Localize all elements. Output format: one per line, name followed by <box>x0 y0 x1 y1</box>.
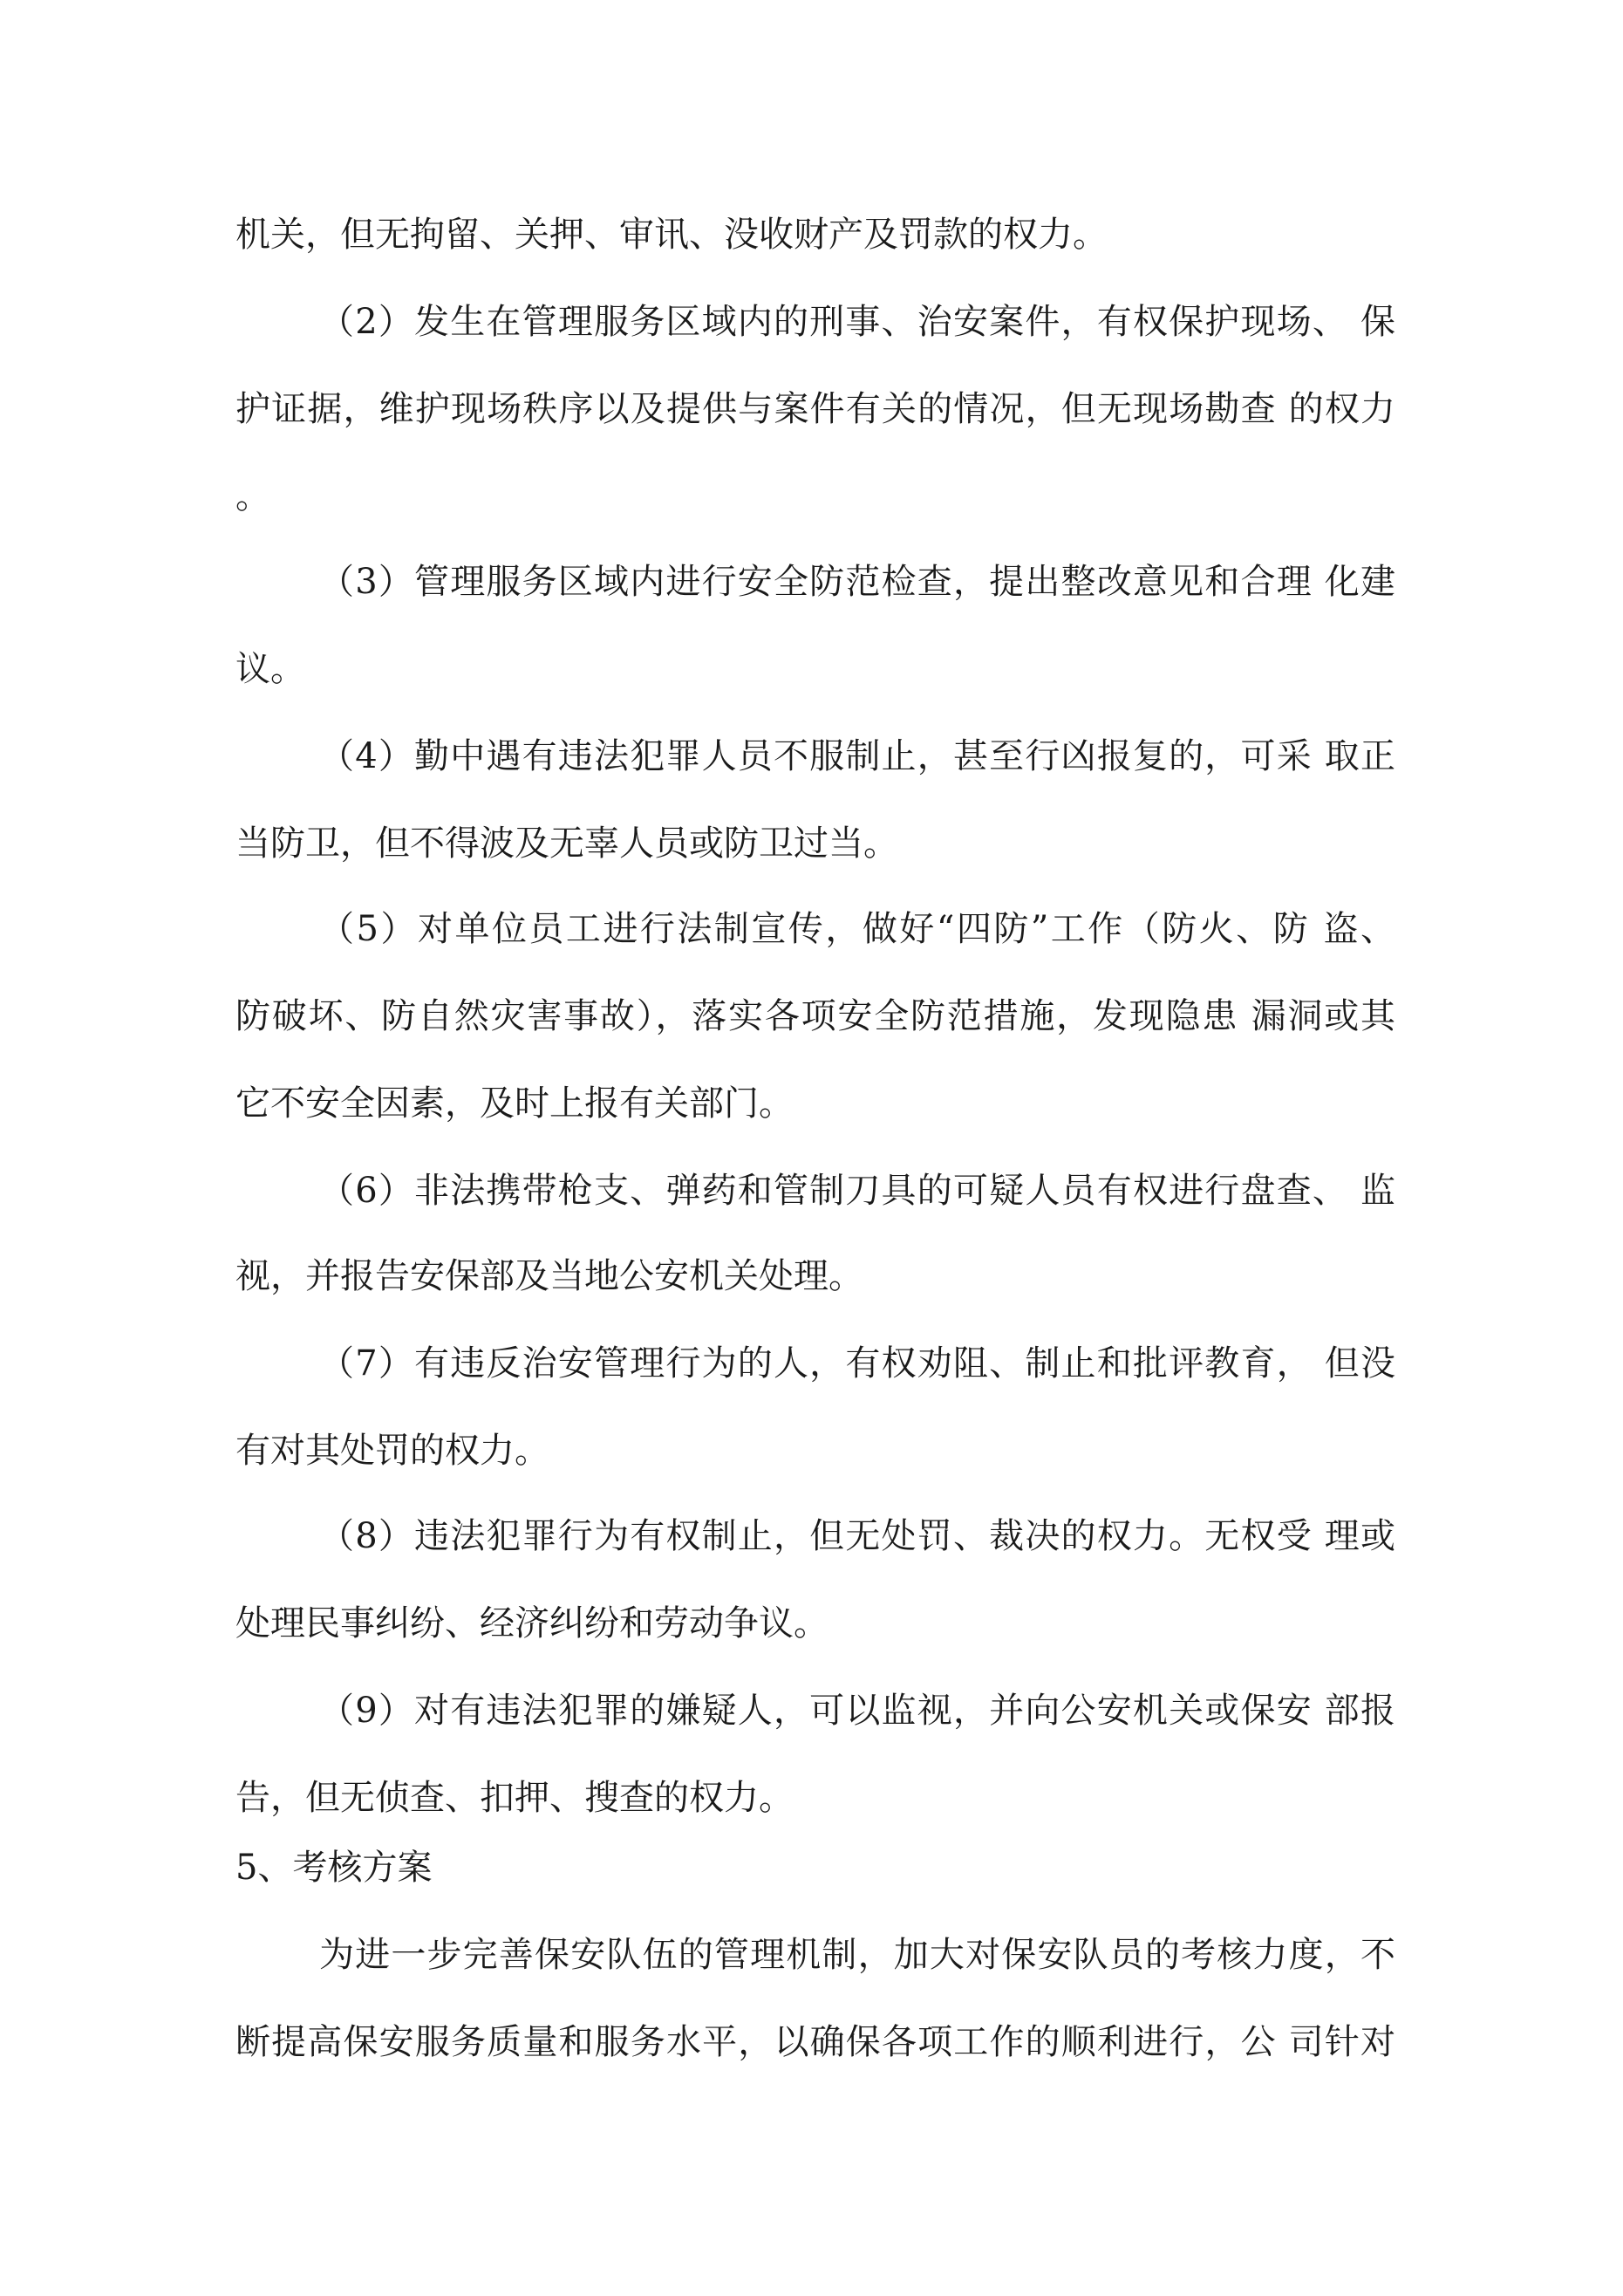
text-line-10: 防破坏、防自然灾害事故），落实各项安全防范措施，发现隐患 漏洞或其 <box>235 996 1395 1036</box>
text-line-9: （5）对单位员工进行法制宣传，做好“四防”工作（防火、防 盗、 <box>319 909 1395 949</box>
text-line-13: 视，并报告安保部及当地公安机关处理。 <box>235 1256 863 1296</box>
text-line-17: 处理民事纠纷、经济纠纷和劳动争议。 <box>235 1603 829 1643</box>
text-line-3: 护证据，维护现场秩序以及提供与案件有关的情况，但无现场勘查 的权力 <box>235 389 1395 429</box>
text-line-15: 有对其处罚的权力。 <box>235 1431 549 1471</box>
text-line-6: 议。 <box>235 649 305 689</box>
section-heading: 5、考核方案 <box>235 1848 433 1888</box>
text-line-22: 断提高保安服务质量和服务水平，以确保各项工作的顺利进行，公 司针对 <box>235 2022 1395 2062</box>
text-line-14: （7）有违反治安管理行为的人，有权劝阻、制止和批评教育， 但没 <box>319 1343 1395 1384</box>
text-line-1: 机关，但无拘留、关押、审讯、没收财产及罚款的权力。 <box>235 215 1108 255</box>
text-line-19: 告，但无侦查、扣押、搜查的权力。 <box>235 1778 794 1818</box>
text-line-2: （2）发生在管理服务区域内的刑事、治安案件，有权保护现场、 保 <box>319 302 1395 342</box>
document-page <box>235 0 1395 2296</box>
text-line-5: （3）管理服务区域内进行安全防范检查，提出整改意见和合理 化建 <box>319 562 1395 602</box>
text-line-7: （4）勤中遇有违法犯罪人员不服制止，甚至行凶报复的，可采 取正 <box>319 736 1395 776</box>
text-line-12: （6）非法携带枪支、弹药和管制刀具的可疑人员有权进行盘查、 监 <box>319 1171 1395 1211</box>
text-line-18: （9）对有违法犯罪的嫌疑人，可以监视，并向公安机关或保安 部报 <box>319 1691 1395 1731</box>
text-line-4: 。 <box>235 476 270 516</box>
text-line-8: 当防卫，但不得波及无辜人员或防卫过当。 <box>235 823 898 864</box>
text-line-16: （8）违法犯罪行为有权制止，但无处罚、裁决的权力。无权受 理或 <box>319 1516 1395 1556</box>
text-line-11: 它不安全因素，及时上报有关部门。 <box>235 1083 794 1124</box>
text-line-21: 为进一步完善保安队伍的管理机制，加大对保安队员的考核力度，不 <box>319 1935 1395 1975</box>
